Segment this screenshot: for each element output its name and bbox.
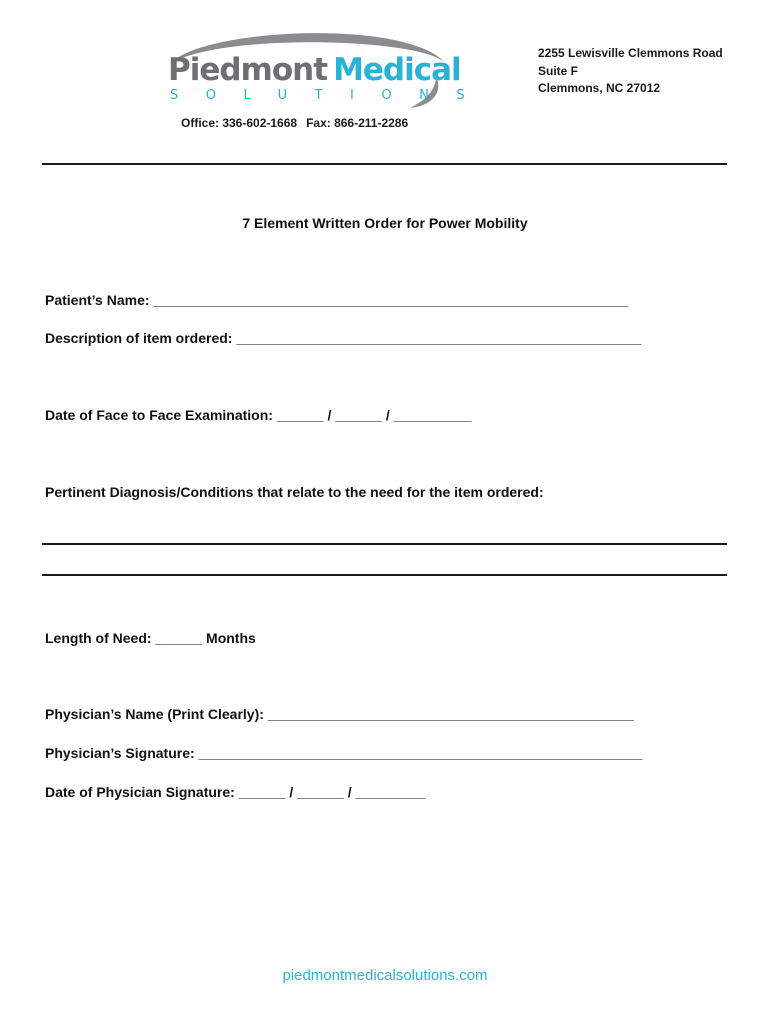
- address-line-1: 2255 Lewisville Clemmons Road: [538, 46, 723, 60]
- contact-info: [181, 116, 408, 130]
- logo-wordmark: [168, 52, 461, 88]
- physician-signature-date-field: Date of Physician Signature: ______ / ______ / _________: [45, 784, 426, 800]
- office-phone: Office: 336-602-1668: [181, 116, 298, 130]
- diagnosis-line-2: [42, 574, 727, 576]
- physician-name-field: Physician’s Name (Print Clearly): _______________________________________________: [45, 706, 634, 722]
- logo-word-medical: Medical: [333, 52, 461, 88]
- diagnosis-label: Pertinent Diagnosis/Conditions that relate to the need for the item ordered:: [45, 484, 544, 500]
- physician-signature-field: Physician’s Signature: _________________________________________________________: [45, 745, 643, 761]
- face-to-face-date-field: Date of Face to Face Examination: ______ / ______ / __________: [45, 407, 472, 423]
- patient-name-field: Patient’s Name: _____________________________________________________________: [45, 292, 629, 308]
- header-divider: [42, 163, 727, 165]
- item-description-field: Description of item ordered: ____________________________________________________: [45, 330, 642, 346]
- form-title: 7 Element Written Order for Power Mobility: [242, 215, 528, 231]
- address-line-3: Clemmons, NC 27012: [538, 81, 661, 95]
- website-link[interactable]: piedmontmedicalsolutions.com: [282, 967, 488, 984]
- company-address: [538, 45, 723, 98]
- fax-number: Fax: 866-211-2286: [306, 116, 409, 130]
- logo-word-piedmont: Piedmont: [168, 52, 328, 88]
- logo-subtitle: SOLUTIONS: [170, 88, 493, 103]
- address-line-2: Suite F: [538, 63, 579, 78]
- company-logo: [160, 24, 493, 114]
- length-of-need-field: Length of Need: ______ Months: [45, 630, 256, 646]
- diagnosis-line-1: [42, 543, 727, 545]
